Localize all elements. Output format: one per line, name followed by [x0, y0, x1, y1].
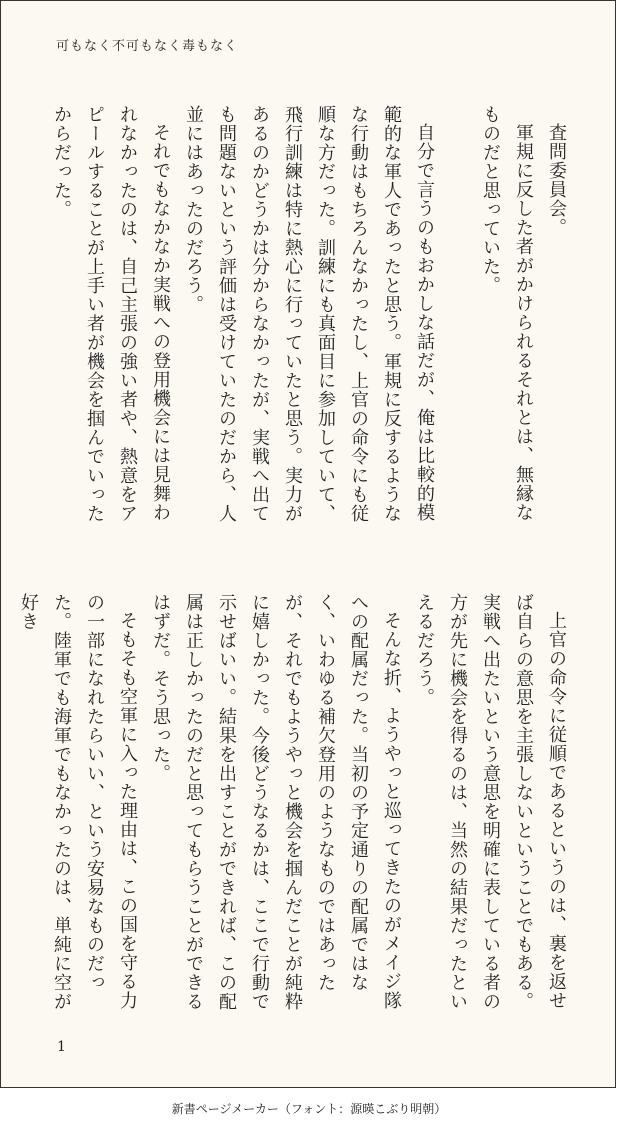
paragraph: それでもなかなか実戦への登用機会には見舞われなかったのは、自己主張の強い者や、熱意をアピールすることが上手い者が機会を掴んでいったからだった。 — [51, 105, 171, 523]
paragraph: 上官の命令に従順であるというのは、裏を返せば自らの意思を主張しないということでもある。実戦へ出たいという意思を明確に表している者の方が先に機会を得るのは、当然の結果だったといえるだろう。 — [414, 593, 567, 1011]
paragraph: 軍規に反した者がかけられるそれとは、無縁なものだと思っていた。 — [480, 105, 534, 522]
paragraph-gap — [441, 105, 474, 525]
running-title: 可もなく不可もなく毒もなく — [56, 39, 239, 54]
paragraph: そもそも空軍に入った理由は、この国を守る力の一部になれたらいい、という安易なものだった。陸軍でも海軍でもなかったのは、単純に空が好き — [18, 593, 138, 1011]
text-block-bottom — [18, 593, 573, 1013]
text-block-top — [51, 105, 573, 525]
paragraph: そんな折、ようやっと巡ってきたのがメイジ隊への配属だった。当初の予定通りの配属ではなく、いわゆる補欠登用のようなものではあったが、それでもようやっと機会を掴んだことが純粋に嬉しかった。今後どうなるかは、ここで行動で示せばいい。結果を出すことができれば、この配属は正しかったのだと思ってもらうことができるはずだ。そう思った。 — [150, 593, 402, 1011]
paragraph: 自分で言うのもおかしな話だが、俺は比較的模範的な軍人であったと思う。軍規に反するようなな行動はもちろんなかったし、上官の命令にも従順な方だった。訓練にも真面目に参加していて、飛行訓練は特に熱心に行っていたと思う。実力があるのかどうかは分からなかったが、実戦へ出ても問題ないという評価は受けていたのだから、人並にはあったのだろう。 — [183, 105, 435, 523]
page-number: 1 — [57, 1039, 66, 1055]
paragraph: 査問委員会。 — [546, 123, 567, 237]
footer-credit: 新書ページメーカー（フォント：源暎こぶり明朝） — [171, 1102, 447, 1116]
